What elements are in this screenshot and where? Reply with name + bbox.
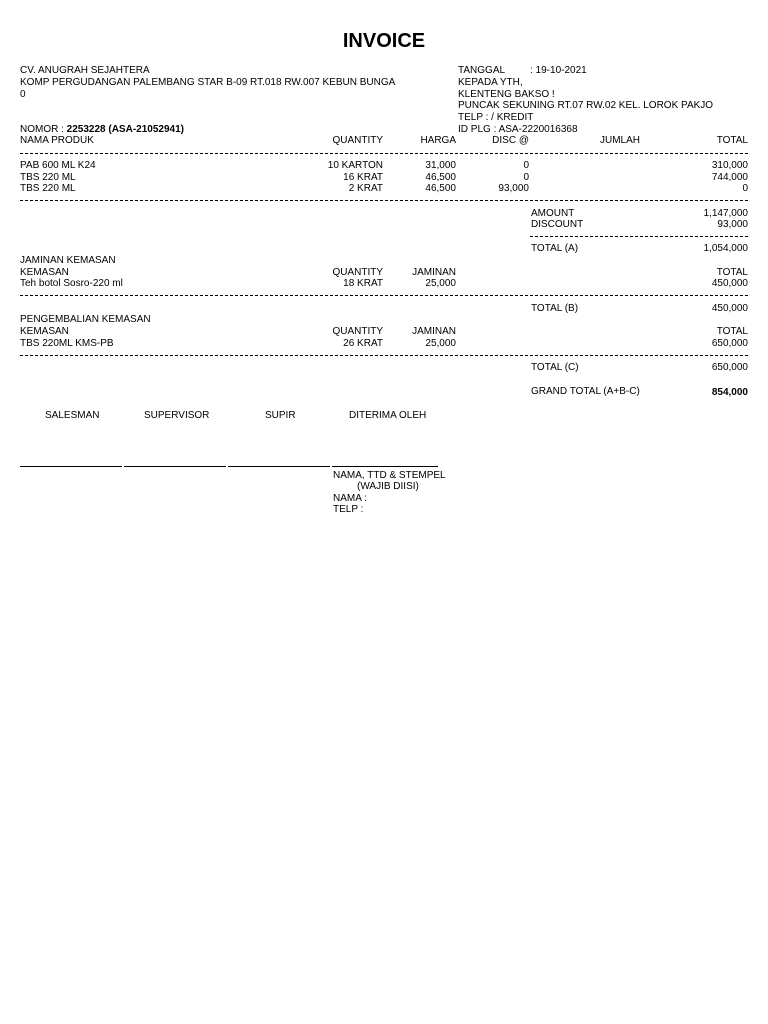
signature-line-salesman (20, 466, 122, 467)
total-a-value: 1,054,000 (703, 243, 748, 254)
signature-receiver: DITERIMA OLEH (349, 410, 427, 421)
returns-item-total: 650,000 (711, 338, 748, 349)
deposit-item-total: 450,000 (711, 278, 748, 289)
returns-header-kemasan: KEMASAN (20, 326, 69, 337)
product-disc: 0 (523, 172, 529, 183)
product-quantity: 2 KRAT (348, 183, 383, 194)
discount-label: DISCOUNT (531, 219, 584, 230)
product-quantity: 10 KARTON (327, 160, 383, 171)
customer-id: ID PLG : ASA-2220016368 (458, 124, 578, 135)
invoice-number (20, 124, 184, 136)
invoice-title: INVOICE (342, 30, 426, 52)
receiver-phone-field: TELP : (333, 504, 364, 515)
product-disc: 93,000 (498, 183, 529, 194)
discount-value: 93,000 (717, 219, 748, 230)
deposit-header-total: TOTAL (716, 267, 748, 278)
returns-header-jaminan: JAMINAN (412, 326, 456, 337)
product-total: 0 (742, 183, 748, 194)
header-jumlah: JUMLAH (600, 135, 641, 146)
divider (20, 153, 748, 154)
signature-supir: SUPIR (265, 410, 296, 421)
signature-line-supir (228, 466, 330, 467)
product-name: PAB 600 ML K24 (20, 160, 96, 171)
seller-name: CV. ANUGRAH SEJAHTERA (20, 65, 150, 76)
total-c-value: 650,000 (711, 362, 748, 373)
product-harga: 46,500 (425, 172, 456, 183)
header-harga: HARGA (420, 135, 456, 146)
product-disc: 0 (523, 160, 529, 171)
product-total: 744,000 (711, 172, 748, 183)
recipient-address: PUNCAK SEKUNING RT.07 RW.02 KEL. LOROK PAKJO (458, 100, 714, 111)
seller-address: KOMP PERGUDANGAN PALEMBANG STAR B-09 RT.018 RW.007 KEBUN BUNGA (20, 77, 396, 88)
receiver-name-field: NAMA : (333, 493, 367, 504)
total-b-value: 450,000 (711, 303, 748, 314)
product-name: TBS 220 ML (20, 172, 76, 183)
grand-total-value: 854,000 (711, 387, 748, 398)
deposit-section-label: JAMINAN KEMASAN (20, 255, 116, 266)
deposit-header-jaminan: JAMINAN (412, 267, 456, 278)
signature-salesman: SALESMAN (45, 410, 100, 421)
invoice-number-value: 2253228 (ASA-21052941) (66, 124, 184, 135)
deposit-item-name: Teh botol Sosro-220 ml (20, 278, 123, 289)
header-disc: DISC @ (492, 135, 529, 146)
receiver-note: NAMA, TTD & STEMPEL (333, 470, 446, 481)
total-c-label: TOTAL (C) (531, 362, 579, 373)
returns-header-quantity: QUANTITY (332, 326, 383, 337)
returns-header-total: TOTAL (716, 326, 748, 337)
recipient-phone: TELP : / KREDIT (458, 112, 534, 123)
deposit-item-quantity: 18 KRAT (343, 278, 383, 289)
returns-item-name: TBS 220ML KMS-PB (20, 338, 114, 349)
recipient-name: KLENTENG BAKSO ! (458, 89, 555, 100)
deposit-item-price: 25,000 (425, 278, 456, 289)
divider (530, 236, 748, 237)
deposit-header-kemasan: KEMASAN (20, 267, 69, 278)
product-total: 310,000 (711, 160, 748, 171)
header-total: TOTAL (716, 135, 748, 146)
total-a-label: TOTAL (A) (531, 243, 579, 254)
divider (20, 295, 748, 296)
returns-item-quantity: 26 KRAT (343, 338, 383, 349)
seller-address-line2: 0 (20, 89, 26, 100)
product-quantity: 16 KRAT (343, 172, 383, 183)
returns-item-price: 25,000 (425, 338, 456, 349)
product-harga: 46,500 (425, 183, 456, 194)
date-label: TANGGAL (458, 65, 506, 76)
amount-value: 1,147,000 (703, 208, 748, 219)
product-name: TBS 220 ML (20, 183, 76, 194)
signature-line-supervisor (124, 466, 226, 467)
header-quantity: QUANTITY (332, 135, 383, 146)
date-value: : 19-10-2021 (530, 65, 587, 76)
invoice-number-label: NOMOR : (20, 124, 64, 135)
recipient-label: KEPADA YTH, (458, 77, 523, 88)
product-harga: 31,000 (425, 160, 456, 171)
signature-supervisor: SUPERVISOR (144, 410, 210, 421)
grand-total-label: GRAND TOTAL (A+B-C) (531, 386, 640, 397)
amount-label: AMOUNT (531, 208, 575, 219)
divider (20, 200, 748, 201)
header-nama-produk: NAMA PRODUK (20, 135, 94, 146)
receiver-note-required: (WAJIB DIISI) (357, 481, 419, 492)
total-b-label: TOTAL (B) (531, 303, 579, 314)
divider (20, 355, 748, 356)
deposit-header-quantity: QUANTITY (332, 267, 383, 278)
signature-line-receiver (332, 466, 438, 467)
returns-section-label: PENGEMBALIAN KEMASAN (20, 314, 151, 325)
